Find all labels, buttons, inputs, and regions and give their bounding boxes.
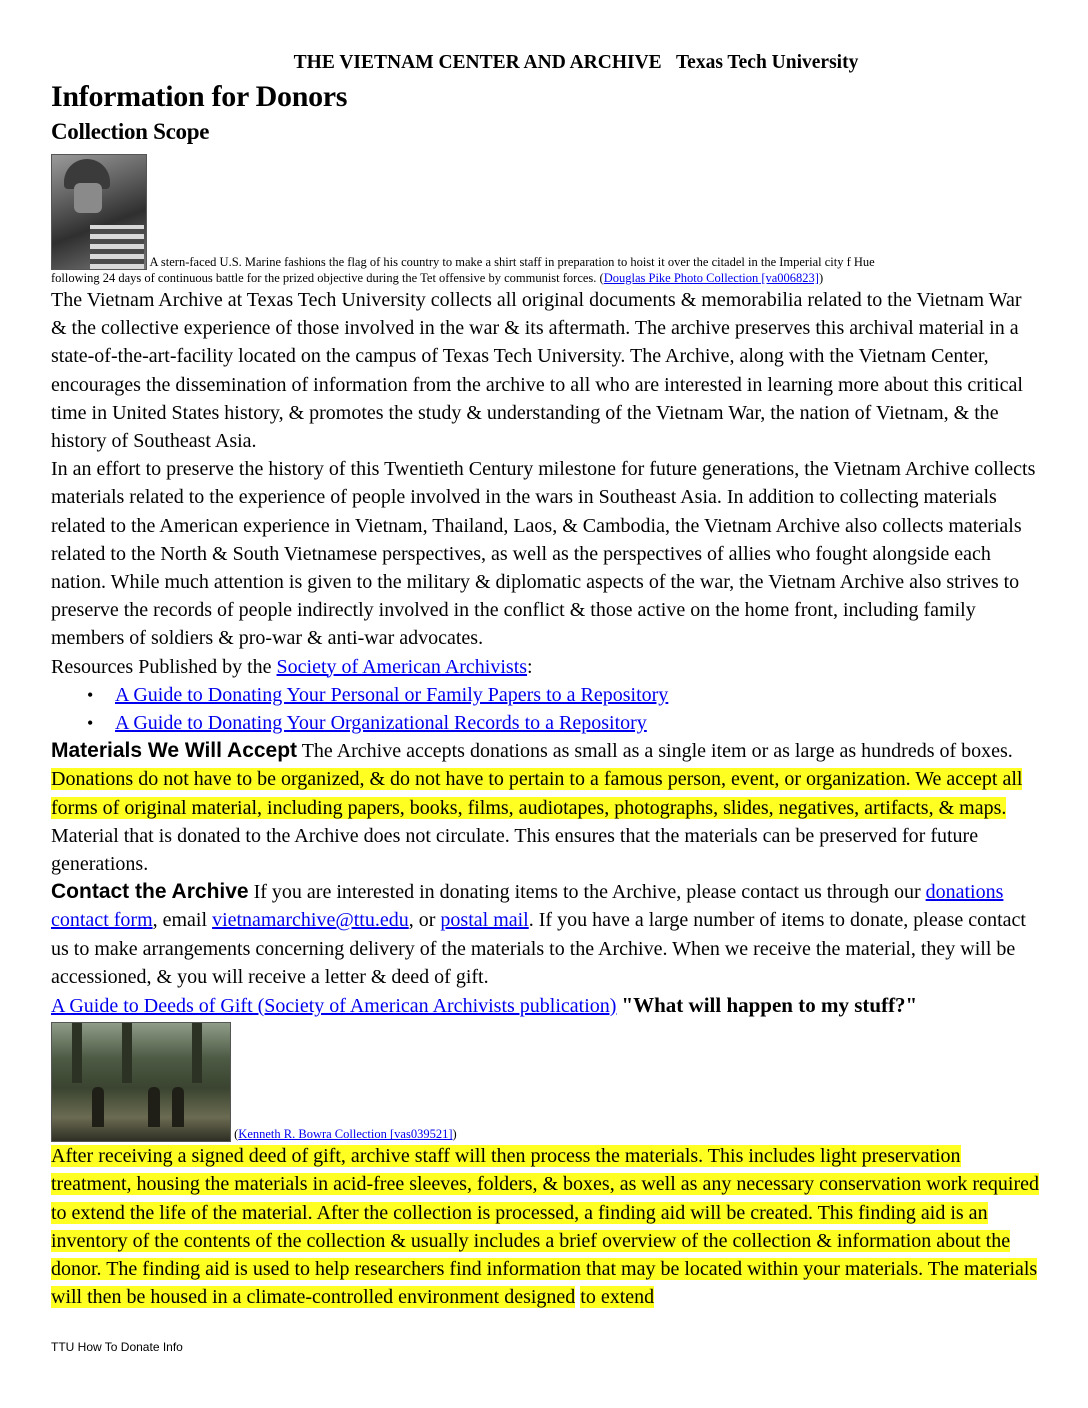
saa-link[interactable]: Society of American Archivists xyxy=(276,655,528,678)
donations-contact-form-link[interactable]: donations contact form xyxy=(51,881,1004,932)
top-title: THE VIETNAM CENTER AND ARCHIVE Texas Tech University xyxy=(293,52,859,73)
contact-text3: , or xyxy=(408,909,441,932)
postal-mail-link[interactable]: postal mail xyxy=(440,909,529,932)
section-title-collection-scope: Collection Scope xyxy=(51,119,210,144)
scope-paragraph-1: The Vietnam Archive at Texas Tech University collects all original documents & memorabilia related to the Vietnam War & the collective experience of those involved in the war & its aftermath. The archive preserves this archival material in a state-of-the-art-facility located on the campus of Texas Tech University. The Archive, along with the Vietnam Center, encourages the dissemination of information from the archive to all who are interested in learning more about this critical time in United States history, & promotes the study & understanding of the Vietnam War, the nation of Vietnam, & the history of Southeast Asia. xyxy=(51,289,1023,453)
organizational-records-guide-link[interactable]: A Guide to Donating Your Organizational Records to a Repository xyxy=(115,712,647,735)
process-highlight-a: After receiving a signed deed of gift, archive staff will then process the materials. This includes light preservation treatment, housing the materials in acid-free sleeves, folders, & boxes, as well as any necessary conservation work required to extend the life of the material. After the collection is processed, a finding aid will be created. This finding aid is an inventory of the contents of the collection & usually includes a brief overview of the collection & information about the donor. The finding aid is used to help researchers find information that may be located within your materials. The materials will then be housed in a climate-controlled environment designed xyxy=(51,1145,1039,1309)
document-page xyxy=(51,48,1041,1312)
resources-prefix: Resources Published by the xyxy=(51,655,277,678)
personal-papers-guide-link[interactable]: A Guide to Donating Your Personal or Family Papers to a Repository xyxy=(115,683,669,706)
process-highlight-b: to extend xyxy=(580,1286,655,1309)
scope-paragraph-2: In an effort to preserve the history of this Twentieth Century milestone for future generations, the Vietnam Archive collects materials related to the experience of people involved in the wars in Southeast Asia. In addition to collecting materials related to the American experience in Vietnam, Thailand, Laos, & Cambodia, the Vietnam Archive also collects materials related to the North & South Vietnamese perspectives, as well as the perspectives of allies who fought alongside each nation. While much attention is given to the military & diplomatic aspects of the war, the Vietnam Archive also strives to preserve the records of people indirectly involved in the conflict & those active on the home front, including family members of soldiers & pro-war & anti-war advocates. xyxy=(51,458,1036,650)
materials-text1: The Archive accepts donations as small as a single item or as large as hundreds of boxes. xyxy=(297,740,1013,763)
photo2-block xyxy=(51,1022,1041,1142)
photo1-caption-text2: following 24 days of continuous battle for the prized objective during the Tet offensive by communist forces. ( xyxy=(51,271,604,285)
what-will-happen-heading: "What will happen to my stuff?" xyxy=(621,993,918,1018)
email-link[interactable]: vietnamarchive@ttu.edu xyxy=(212,909,409,932)
page-footer: TTU How To Donate Info xyxy=(51,1340,183,1354)
resources-line xyxy=(51,653,1041,681)
bullet-icon: • xyxy=(87,684,94,705)
resources-list xyxy=(51,681,1041,737)
photo1-caption-end: ) xyxy=(818,271,824,285)
page-title: Information for Donors xyxy=(51,80,348,113)
deeds-of-gift-link[interactable]: A Guide to Deeds of Gift (Society of American Archivists publication) xyxy=(51,995,617,1018)
contact-paragraph xyxy=(51,878,1041,991)
contact-text2: , email xyxy=(152,909,213,932)
resources-suffix: : xyxy=(527,655,533,678)
materials-paragraph xyxy=(51,737,1041,878)
deeds-line xyxy=(51,991,1041,1020)
photo1-caption-line1 xyxy=(51,154,1041,270)
soldiers-camp-photo xyxy=(51,1022,231,1142)
contact-text1: If you are interested in donating items to the Archive, please contact us through our xyxy=(248,881,926,904)
photo1-caption-line2 xyxy=(51,270,1041,286)
materials-text2: Material that is donated to the Archive does not circulate. This ensures that the materials can be preserved for future generations. xyxy=(51,824,979,876)
photo2-caption-start: ( xyxy=(234,1127,239,1142)
bowra-collection-link[interactable]: Kenneth R. Bowra Collection [vas039521] xyxy=(238,1127,453,1142)
contact-text4: . If you have a large number of items to donate, please contact us to make arrangements concerning delivery of the materials to the Archive. When we receive the material, they will be accessioned, & you will receive a letter & deed of gift. xyxy=(51,909,1026,988)
materials-heading: Materials We Will Accept xyxy=(51,739,298,763)
marine-flag-photo xyxy=(51,154,147,270)
photo1-caption-text1: A stern-faced U.S. Marine fashions the flag of his country to make a shirt staff in preparation to hoist it over the citadel in the Imperial city f Hue xyxy=(149,255,875,269)
materials-highlight: Donations do not have to be organized, & do not have to pertain to a famous person, event, or organization. We accept all forms of original material, including papers, books, films, audiotapes, photographs, slides, negatives, artifacts, & maps. xyxy=(51,768,1023,819)
contact-heading: Contact the Archive xyxy=(51,880,249,904)
list-item xyxy=(87,709,1041,737)
list-item xyxy=(87,681,1041,709)
process-paragraph xyxy=(51,1142,1041,1311)
bullet-icon: • xyxy=(87,713,94,734)
photo2-caption-end: ) xyxy=(452,1127,457,1142)
photo1-block xyxy=(51,154,1041,286)
douglas-pike-collection-link[interactable]: Douglas Pike Photo Collection [va006823] xyxy=(603,271,819,285)
